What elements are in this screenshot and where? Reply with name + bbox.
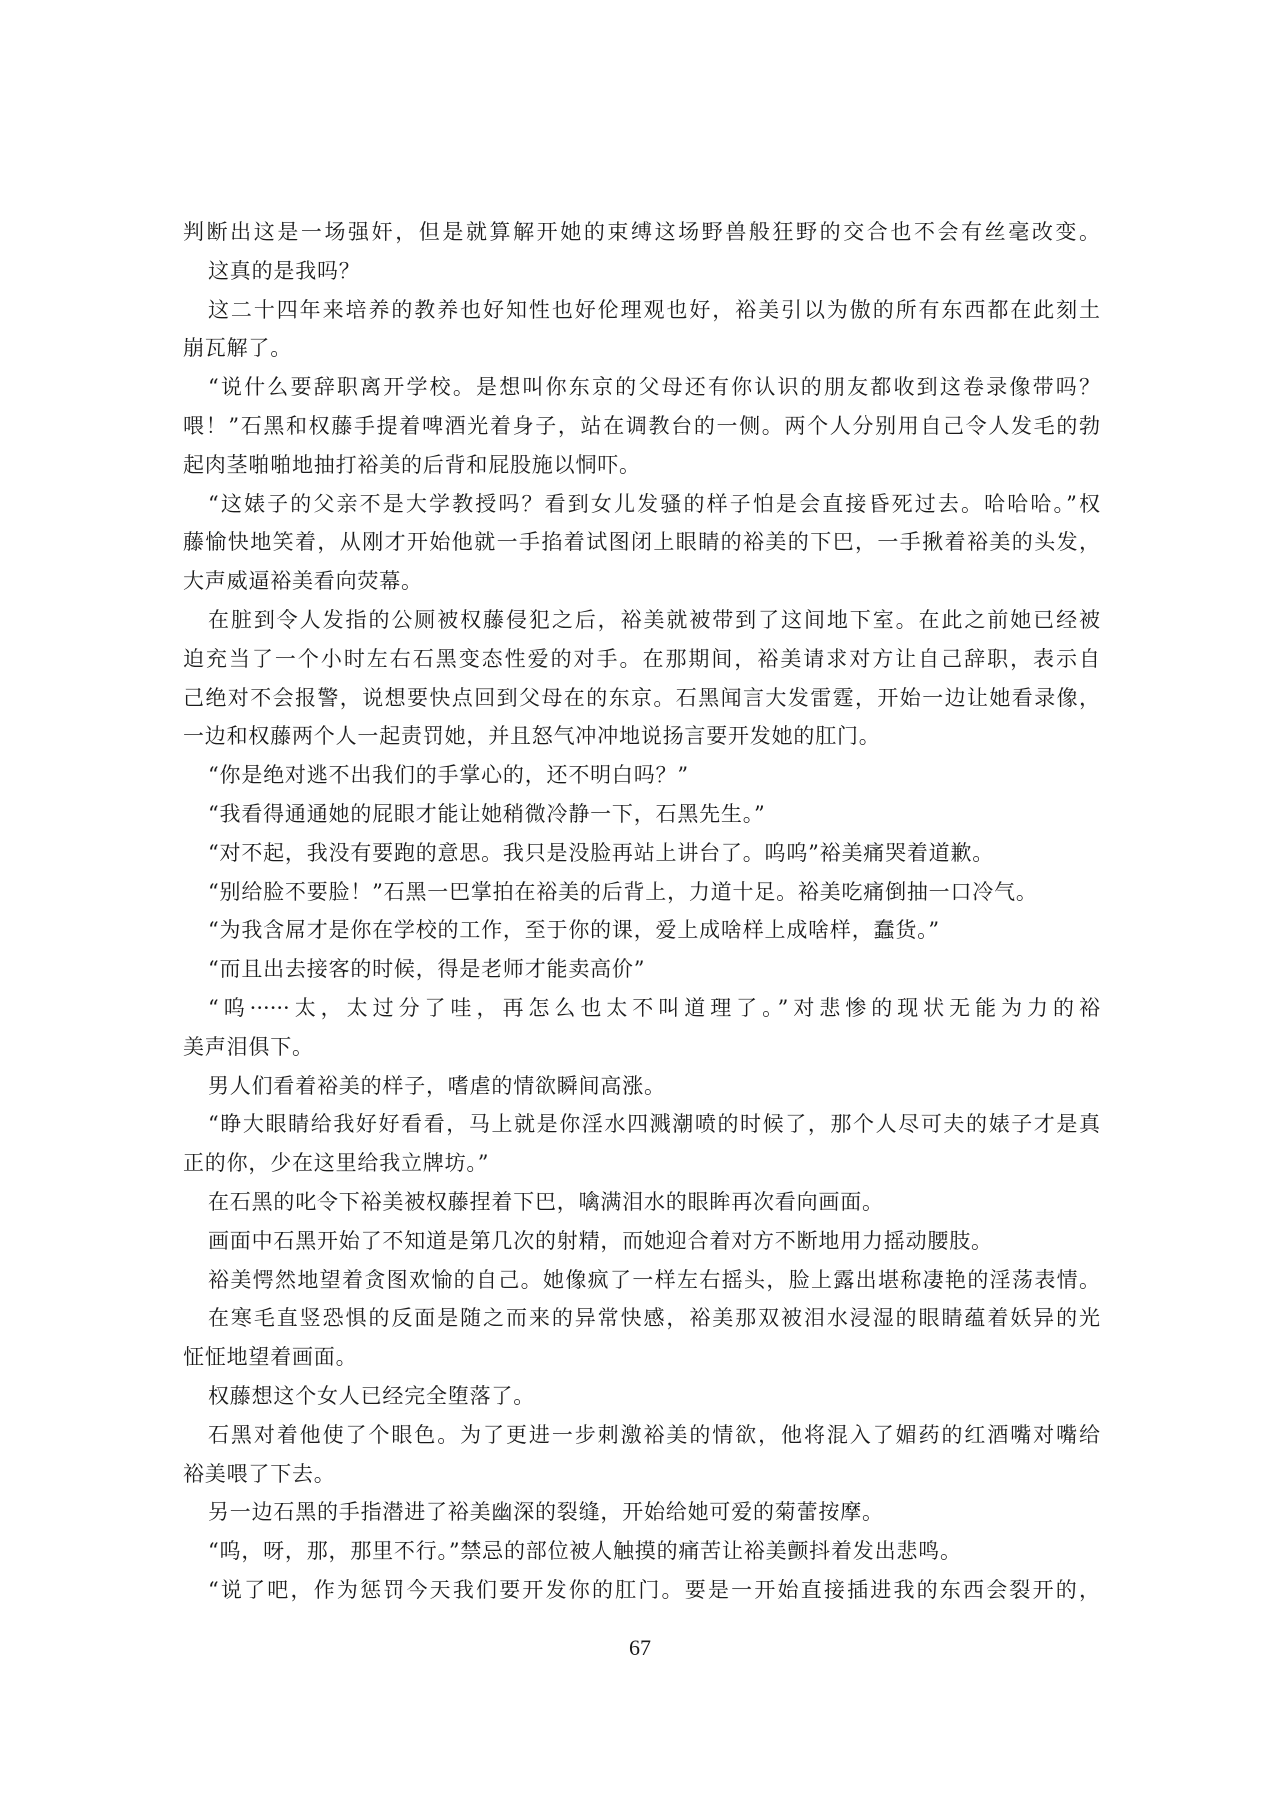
page-number: 67 xyxy=(629,1635,651,1660)
text-line: 迫充当了一个小时左右石黑变态性爱的对手。在那期间，裕美请求对方让自己辞职，表示自 xyxy=(183,646,1100,671)
text-line: 男人们看着裕美的样子，嗜虐的情欲瞬间高涨。 xyxy=(208,1073,666,1098)
text-line: 崩瓦解了。 xyxy=(183,336,292,361)
text-line: 正的你，少在这里给我立牌坊。” xyxy=(183,1151,490,1176)
text-line: 这二十四年来培养的教养也好知性也好伦理观也好，裕美引以为傲的所有东西都在此刻土 xyxy=(208,297,1100,322)
text-line: 喂！”石黑和权藤手提着啤酒光着身子，站在调教台的一侧。两个人分别用自己令人发毛的勃 xyxy=(183,413,1100,438)
text-line: 裕美愕然地望着贪图欢愉的自己。她像疯了一样左右摇头，脸上露出堪称凄艳的淫荡表情。 xyxy=(208,1267,1100,1292)
text-line: 怔怔地望着画面。 xyxy=(183,1345,358,1370)
text-line: 在石黑的叱令下裕美被权藤捏着下巴，噙满泪水的眼眸再次看向画面。 xyxy=(208,1189,884,1214)
text-line: “睁大眼睛给我好好看看，马上就是你淫水四溅潮喷的时候了，那个人尽可夫的婊子才是真 xyxy=(208,1112,1100,1137)
text-line: “别给脸不要脸！”石黑一巴掌拍在裕美的后背上，力道十足。裕美吃痛倒抽一口冷气。 xyxy=(208,879,1038,904)
body-text xyxy=(183,213,1100,1610)
text-line: 在寒毛直竖恐惧的反面是随之而来的异常快感，裕美那双被泪水浸湿的眼睛蕴着妖异的光 xyxy=(208,1306,1100,1331)
text-line: “对不起，我没有要跑的意思。我只是没脸再站上讲台了。呜呜”裕美痛哭着道歉。 xyxy=(208,840,995,865)
text-line: “呜，呀，那，那里不行。”禁忌的部位被人触摸的痛苦让裕美颤抖着发出悲鸣。 xyxy=(208,1539,962,1564)
text-line: “我看得通通她的屁眼才能让她稍微冷静一下，石黑先生。” xyxy=(208,801,766,826)
text-line: 这真的是我吗？ xyxy=(208,258,361,283)
text-line: “呜······太，太过分了哇，再怎么也太不叫道理了。”对悲惨的现状无能为力的裕 xyxy=(208,995,1100,1020)
text-line: “说什么要辞职离开学校。是想叫你东京的父母还有你认识的朋友都收到这卷录像带吗？ xyxy=(208,375,1100,400)
text-line: 己绝对不会报警，说想要快点回到父母在的东京。石黑闻言大发雷霆，开始一边让她看录像， xyxy=(183,685,1100,710)
text-line: 藤愉快地笑着，从刚才开始他就一手掐着试图闭上眼睛的裕美的下巴，一手揪着裕美的头发， xyxy=(183,530,1100,555)
text-line: 画面中石黑开始了不知道是第几次的射精，而她迎合着对方不断地用力摇动腰肢。 xyxy=(208,1228,993,1253)
text-line: 美声泪俱下。 xyxy=(183,1034,314,1059)
text-line: “说了吧，作为惩罚今天我们要开发你的肛门。要是一开始直接插进我的东西会裂开的， xyxy=(208,1577,1100,1602)
text-line: 石黑对着他使了个眼色。为了更进一步刺激裕美的情欲，他将混入了媚药的红酒嘴对嘴给 xyxy=(208,1422,1100,1447)
text-line: “这婊子的父亲不是大学教授吗？看到女儿发骚的样子怕是会直接昏死过去。哈哈哈。”权 xyxy=(208,491,1100,516)
text-line: 一边和权藤两个人一起责罚她，并且怒气冲冲地说扬言要开发她的肛门。 xyxy=(183,724,881,749)
text-line: 裕美喂了下去。 xyxy=(183,1461,336,1486)
text-line: 在脏到令人发指的公厕被权藤侵犯之后，裕美就被带到了这间地下室。在此之前她已经被 xyxy=(208,607,1100,632)
text-line: 起肉茎啪啪地抽打裕美的后背和屁股施以恫吓。 xyxy=(183,452,641,477)
text-line: “为我含屌才是你在学校的工作，至于你的课，爱上成啥样上成啥样，蠢货。” xyxy=(208,918,940,943)
text-line: 大声威逼裕美看向荧幕。 xyxy=(183,569,423,594)
text-line: “你是绝对逃不出我们的手掌心的，还不明白吗？” xyxy=(208,763,689,788)
text-line: “而且出去接客的时候，得是老师才能卖高价” xyxy=(208,957,646,982)
text-line: 判断出这是一场强奸，但是就算解开她的束缚这场野兽般狂野的交合也不会有丝毫改变。 xyxy=(183,220,1100,244)
text-line: 权藤想这个女人已经完全堕落了。 xyxy=(208,1383,535,1408)
text-line: 另一边石黑的手指潜进了裕美幽深的裂缝，开始给她可爱的菊蕾按摩。 xyxy=(208,1500,884,1525)
